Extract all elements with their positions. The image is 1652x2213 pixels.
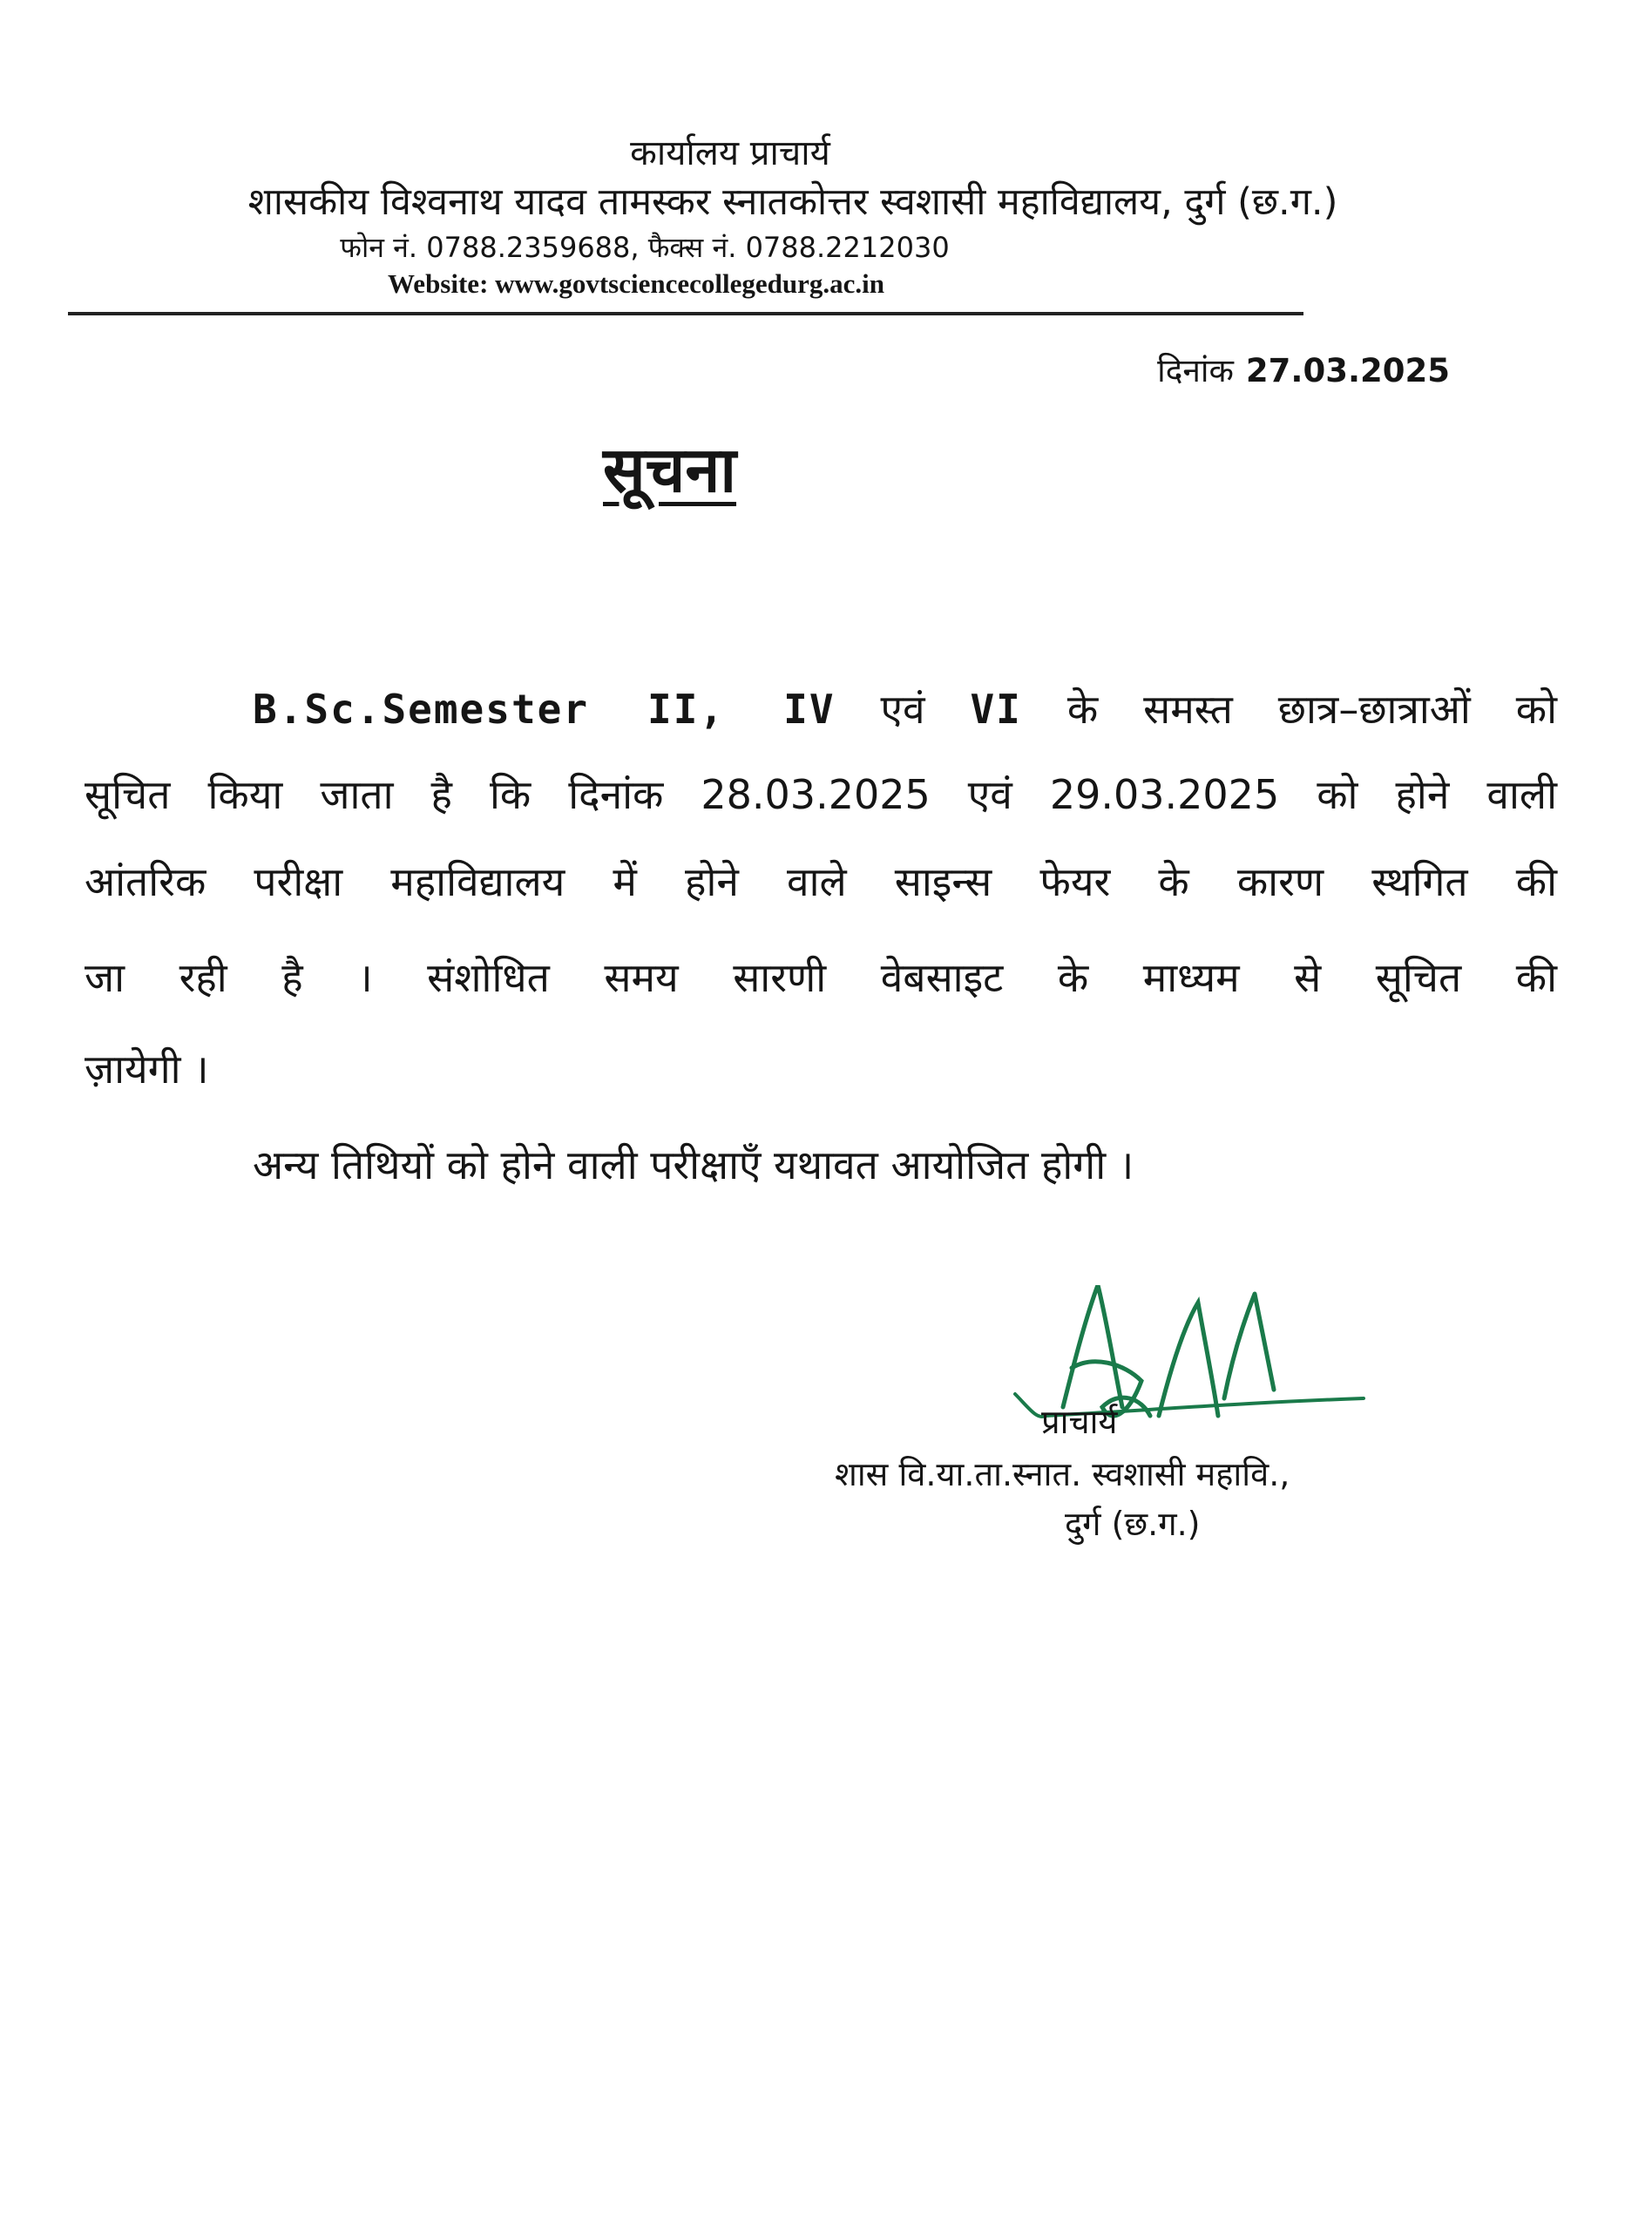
body-line-5: ज़ायेगी । <box>85 1046 209 1093</box>
body-line-1 <box>253 681 1557 735</box>
website: Website: www.govtsciencecollegedurg.ac.in <box>388 268 884 299</box>
line1-rest: के समस्त छात्र–छात्राओं को <box>1066 686 1557 733</box>
signatory-institution: शास वि.या.ता.स्नात. स्वशासी महावि., <box>835 1455 1290 1493</box>
notice-title: सूचना <box>603 433 737 506</box>
conjunction: एवं <box>880 686 925 733</box>
college-name: शासकीय विश्वनाथ यादव तामस्कर स्नातकोत्तर स्वशासी महाविद्यालय, दुर्ग (छ.ग.) <box>247 180 1338 224</box>
body-line-2: सूचित किया जाता है कि दिनांक 28.03.2025 एवं 29.03.2025 को होने वाली <box>85 771 1557 818</box>
phone-fax: फोन नं. 0788.2359688, फैक्स नं. 0788.2212030 <box>340 231 950 264</box>
date-label: दिनांक <box>1157 352 1234 389</box>
semester-vi: VI <box>970 686 1022 733</box>
header-divider <box>68 312 1303 315</box>
body-line-4: जा रही है । संशोधित समय सारणी वेबसाइट के माध्यम से सूचित की <box>85 954 1557 1001</box>
date-value: 27.03.2025 <box>1245 352 1450 389</box>
notice-date <box>1157 347 1450 391</box>
course-name: B.Sc.Semester II, IV <box>253 686 836 733</box>
office-heading: कार्यालय प्राचार्य <box>630 133 830 173</box>
body-line-3: आंतरिक परीक्षा महाविद्यालय में होने वाले साइन्स फेयर के कारण स्थगित की <box>85 858 1557 905</box>
body-line-6: अन्य तिथियों को होने वाली परीक्षाएँ यथावत आयोजित होगी । <box>253 1141 1134 1188</box>
signatory-place: दुर्ग (छ.ग.) <box>1065 1505 1201 1543</box>
signatory-title: प्राचार्य <box>1041 1403 1118 1441</box>
